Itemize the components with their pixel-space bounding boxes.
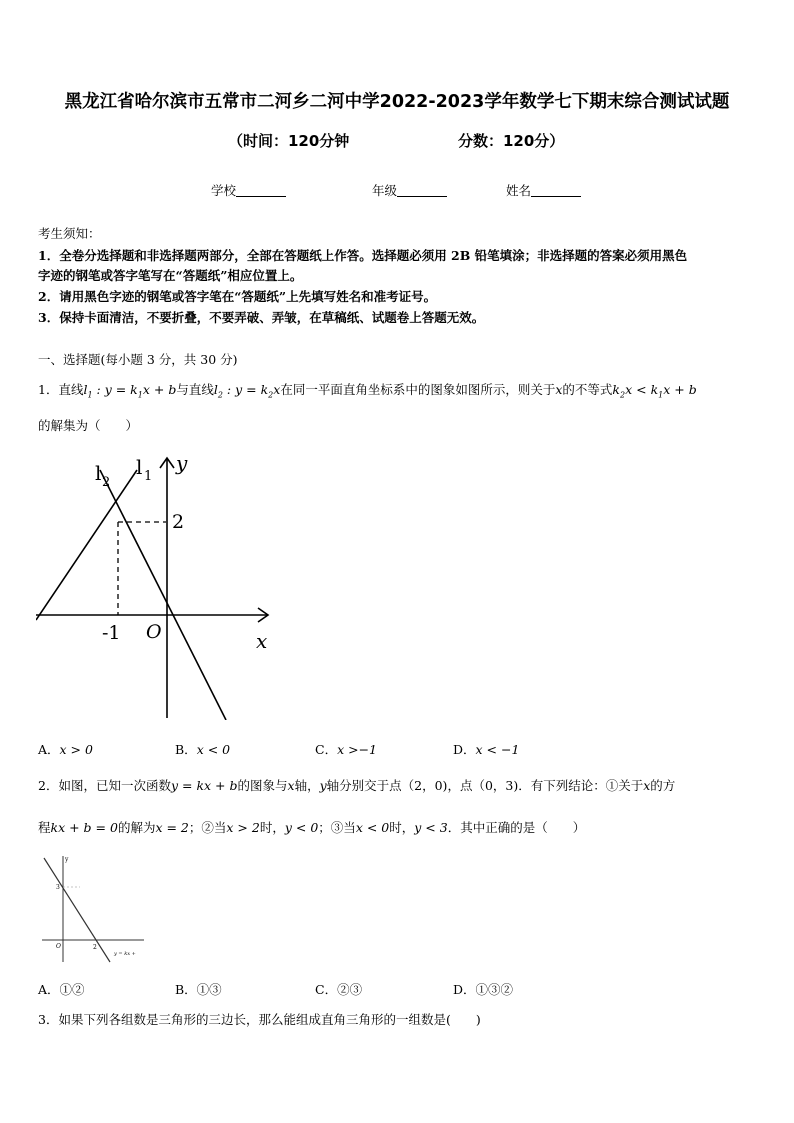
line-y-kx-b <box>44 858 110 962</box>
q2-graph <box>40 852 150 967</box>
q1-eq2: : y = k <box>222 382 269 397</box>
q2-text: 2．如图，已知一次函数 <box>38 778 171 793</box>
q2-condition: y < 0 <box>284 820 319 835</box>
q1-option-a[interactable] <box>38 740 93 758</box>
line-l2 <box>100 470 226 720</box>
school-field <box>211 181 286 199</box>
name-blank <box>531 183 581 197</box>
q2-option-a[interactable]: A．①② <box>38 982 85 997</box>
q2-solution: x = 2 <box>155 820 189 835</box>
label-two: 2 <box>93 944 97 951</box>
label-function: y = kx + <box>114 951 136 957</box>
q2-option-c[interactable]: C．②③ <box>315 982 363 997</box>
q2-text: 轴， <box>294 778 320 793</box>
q2-condition: x < 0 <box>355 820 390 835</box>
label-origin: O <box>146 621 162 643</box>
name-label: 姓名 <box>506 183 532 198</box>
q1-eq1-tail: x + b <box>142 382 177 397</box>
q2-condition: y < 3 <box>414 820 448 835</box>
q1-ineq: k <box>612 382 620 397</box>
option-letter: C． <box>315 742 338 757</box>
q2-text: 的图象与 <box>237 778 288 793</box>
label-two: 2 <box>172 511 185 533</box>
q2-option-d[interactable]: D．①③② <box>453 982 514 997</box>
option-value: x > 0 <box>59 742 93 757</box>
q2-text: 时， <box>259 820 285 835</box>
label-origin: O <box>56 943 61 950</box>
q1-text: 在同一平面直角坐标系中的图象如图所示，则关于 <box>280 382 556 397</box>
q1-text: 与直线 <box>176 382 214 397</box>
q2-equation: kx + b = 0 <box>50 820 118 835</box>
label-l2: l <box>95 461 102 485</box>
q2-text: 的解为 <box>117 820 156 835</box>
question-2-text-line2 <box>38 818 585 836</box>
label-three: 3 <box>56 884 60 891</box>
page-title: 黑龙江省哈尔滨市五常市二河乡二河中学2022-2023学年数学七下期末综合测试试题 <box>64 92 730 112</box>
q1-option-c[interactable] <box>315 740 377 758</box>
q2-function: y = kx + b <box>170 778 238 793</box>
q2-option-b[interactable]: B．①③ <box>175 982 222 997</box>
q1-ineq-sub: 1 <box>658 390 664 400</box>
q1-graph <box>36 450 276 720</box>
option-value: x >−1 <box>337 742 378 757</box>
label-l1: l <box>136 455 143 479</box>
option-value: x < 0 <box>196 742 231 757</box>
label-y: y <box>176 451 188 475</box>
q1-text: 的不等式 <box>562 382 613 397</box>
q2-text: ；②当 <box>188 820 227 835</box>
q2-text: ；③当 <box>318 820 356 835</box>
label-l2-sub: 2 <box>102 475 111 490</box>
q1-l2: l <box>213 382 218 397</box>
label-x: x <box>256 629 268 653</box>
notice-item: 2．请用黑色字迹的钢笔或答字笔在“答题纸”上先填写姓名和准考证号。 <box>38 289 437 304</box>
q2-var-y: y <box>319 778 327 793</box>
line-l1 <box>36 470 137 620</box>
q1-l1-sub: 1 <box>87 390 93 400</box>
q1-text: 1．直线 <box>38 382 84 397</box>
time-label: （时间：120分钟 <box>228 132 350 150</box>
q2-text: 的方 <box>650 778 676 793</box>
notice-item: 1．全卷分选择题和非选择题两部分，全部在答题纸上作答。选择题必须用 2B 铅笔填涂；非选择题的答案必须用黑色 <box>38 248 688 263</box>
score-label: 分数：120分） <box>458 132 565 150</box>
grade-blank <box>397 183 447 197</box>
question-3-text: 3．如果下列各组数是三角形的三边长，那么能组成直角三角形的一组数是( ) <box>38 1012 481 1027</box>
q2-text: 程 <box>38 820 51 835</box>
q1-ineq: x < k <box>625 382 659 397</box>
q1-eq1-sub: 1 <box>137 390 143 400</box>
grade-label: 年级 <box>372 183 398 198</box>
option-letter: D． <box>453 742 476 757</box>
q2-var-x: x <box>643 778 651 793</box>
q1-ineq-sub: 2 <box>620 390 626 400</box>
q1-option-d[interactable] <box>453 740 519 758</box>
question-2-text <box>38 776 675 794</box>
option-letter: A． <box>38 742 60 757</box>
notice-item: 3．保持卡面清洁，不要折叠，不要弄破、弄皱，在草稿纸、试题卷上答题无效。 <box>38 310 485 325</box>
q2-text: ．其中正确的是（ ） <box>447 820 586 835</box>
q1-ineq: x + b <box>663 382 697 397</box>
grade-field <box>372 181 447 199</box>
q1-eq2-sub: 2 <box>268 390 274 400</box>
q2-text: 时， <box>389 820 415 835</box>
option-value: x < −1 <box>475 742 520 757</box>
q1-l1: l <box>83 382 88 397</box>
option-letter: B． <box>175 742 197 757</box>
q1-l2-sub: 2 <box>217 390 223 400</box>
q2-text: 轴分别交于点（2，0)，点（0，3)．有下列结论：①关于 <box>326 778 644 793</box>
q2-condition: x > 2 <box>226 820 260 835</box>
notice-item: 字迹的钢笔或答字笔写在“答题纸”相应位置上。 <box>38 268 303 283</box>
q1-var-x: x <box>555 382 563 397</box>
school-blank <box>236 183 286 197</box>
q2-var-x: x <box>287 778 295 793</box>
section-heading: 一、选择题(每小题 3 分，共 30 分) <box>38 352 238 367</box>
label-y: y <box>65 856 69 863</box>
question-1-text-line2: 的解集为（ ） <box>38 418 139 433</box>
school-label: 学校 <box>211 183 237 198</box>
question-1-text <box>38 380 697 400</box>
q1-option-b[interactable] <box>175 740 230 758</box>
q1-eq2-tail: x <box>273 382 281 397</box>
label-l1-sub: 1 <box>144 469 153 484</box>
q1-eq1: : y = k <box>92 382 138 397</box>
notice-heading: 考生须知： <box>38 226 101 241</box>
name-field <box>506 181 581 199</box>
label-neg1: -1 <box>102 622 121 644</box>
